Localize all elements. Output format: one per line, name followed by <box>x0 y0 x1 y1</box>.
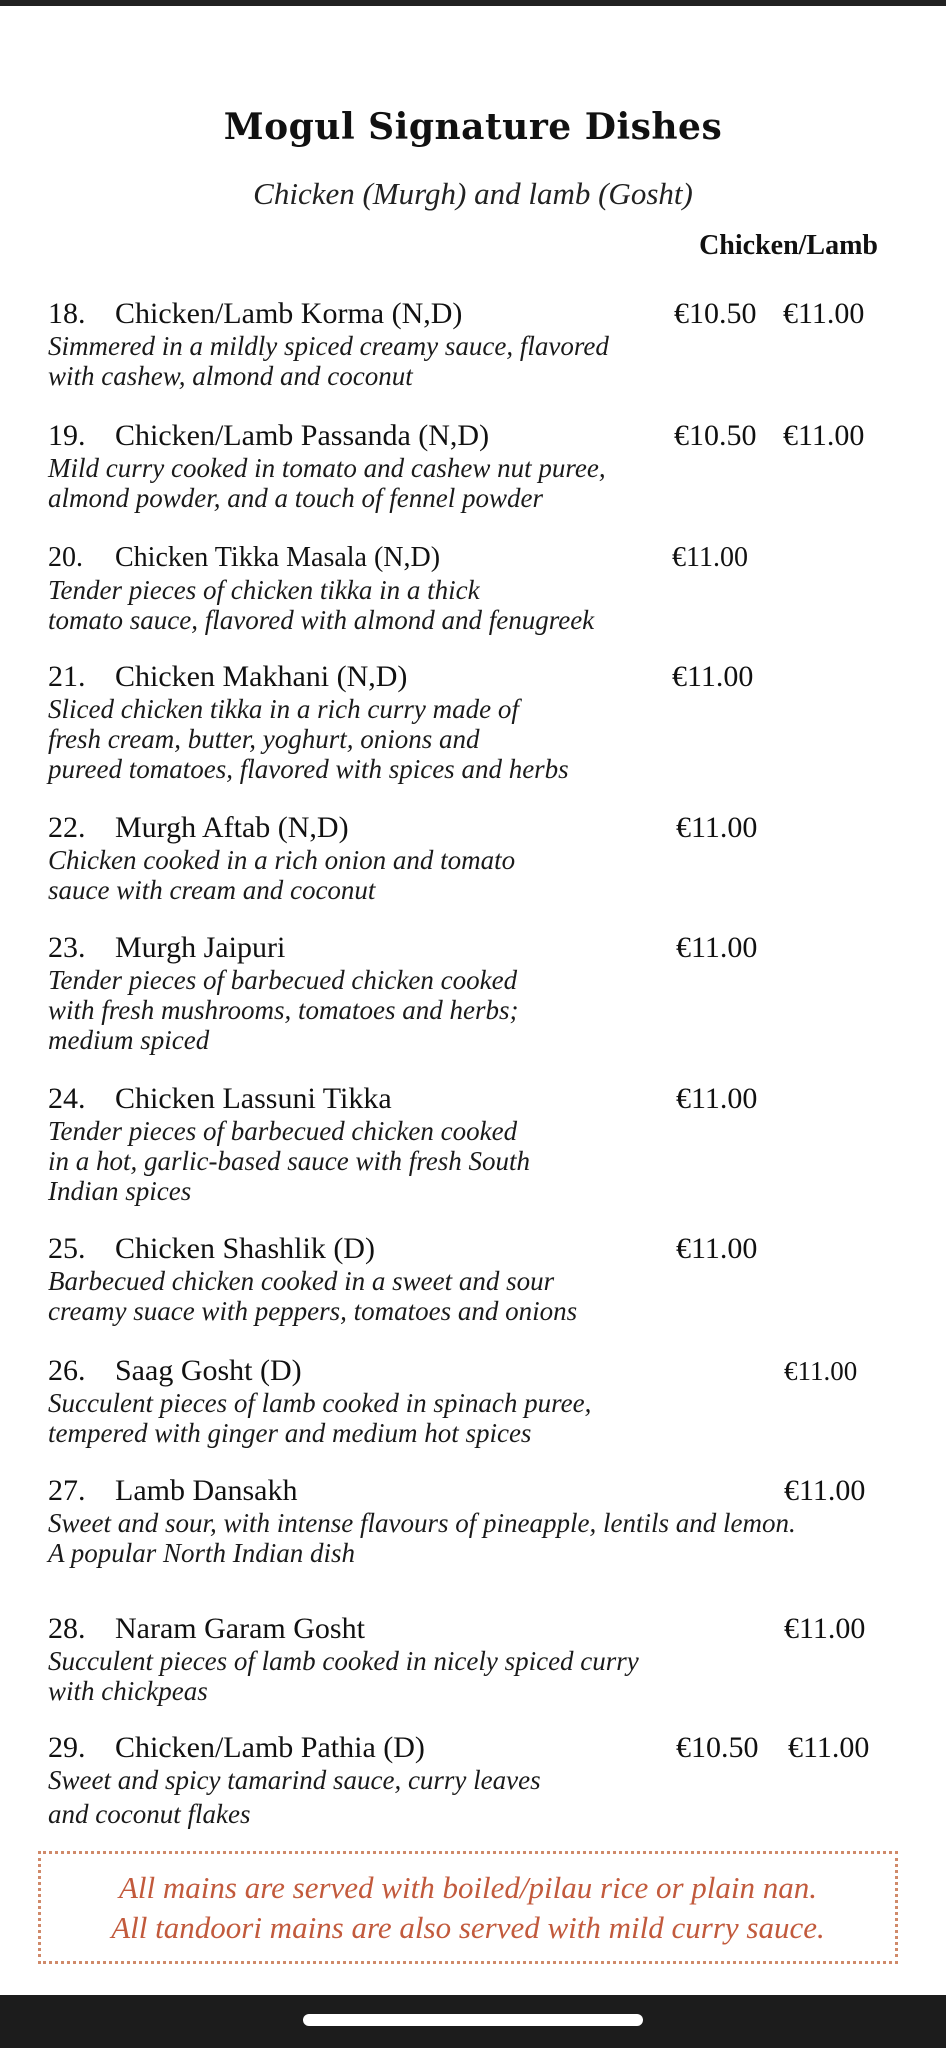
page-title: Mogul Signature Dishes <box>223 106 723 148</box>
price-lamb: €11.00 <box>783 419 865 452</box>
item-desc-line: Sweet and sour, with intense flavours of pineapple, lentils and lemon. <box>48 1508 796 1538</box>
notice-line: All mains are served with boiled/pilau rice or plain nan. <box>118 1870 817 1905</box>
item-desc-line: with fresh mushrooms, tomatoes and herbs; <box>48 995 519 1025</box>
item-name: 20. Chicken Tikka Masala (N,D) <box>48 542 441 573</box>
menu-item-23 <box>48 931 888 1055</box>
price-chicken: €11.00 <box>672 542 748 573</box>
item-name: 21. Chicken Makhani (N,D) <box>48 660 408 693</box>
item-desc-line: almond powder, and a touch of fennel powder <box>48 483 543 513</box>
item-name: 29. Chicken/Lamb Pathia (D) <box>48 1731 425 1764</box>
item-desc-line: sauce with cream and coconut <box>48 875 376 905</box>
notice-line: All tandoori mains are also served with mild curry sauce. <box>111 1910 825 1945</box>
item-name: 28. Naram Garam Gosht <box>48 1612 365 1645</box>
served-with-notice <box>38 1851 898 1964</box>
price-column-header: Chicken/Lamb <box>699 230 878 261</box>
price-lamb: €11.00 <box>784 1474 866 1507</box>
top-edge-bar <box>0 0 946 6</box>
item-desc-line: with cashew, almond and coconut <box>48 361 413 391</box>
menu-item-19 <box>48 419 888 513</box>
item-desc-line: Tender pieces of barbecued chicken cooked <box>48 1116 518 1146</box>
price-chicken: €11.00 <box>672 660 754 693</box>
item-desc-line: Succulent pieces of lamb cooked in spinach puree, <box>48 1388 592 1418</box>
item-desc-line: Sliced chicken tikka in a rich curry made of <box>48 694 519 724</box>
item-desc-line: Tender pieces of barbecued chicken cooked <box>48 965 518 995</box>
menu-item-26 <box>48 1354 888 1448</box>
item-name: 25. Chicken Shashlik (D) <box>48 1232 375 1265</box>
item-name: 22. Murgh Aftab (N,D) <box>48 811 349 844</box>
menu-item-21 <box>48 660 888 784</box>
item-name: 27. Lamb Dansakh <box>48 1474 298 1507</box>
price-lamb: €11.00 <box>784 1612 866 1645</box>
menu-item-27 <box>48 1474 888 1568</box>
menu-item-18 <box>48 297 888 391</box>
price-chicken: €10.50 <box>676 1731 759 1764</box>
item-name: 23. Murgh Jaipuri <box>48 931 286 964</box>
price-chicken: €10.50 <box>674 419 757 452</box>
item-desc-line: Chicken cooked in a rich onion and tomato <box>48 845 516 875</box>
menu-item-28 <box>48 1612 888 1706</box>
item-desc-line: creamy suace with peppers, tomatoes and onions <box>48 1296 578 1326</box>
item-desc-line: Tender pieces of chicken tikka in a thick <box>48 575 480 605</box>
item-desc-line: Barbecued chicken cooked in a sweet and sour <box>48 1266 555 1296</box>
price-lamb: €11.00 <box>784 1356 858 1386</box>
price-chicken: €11.00 <box>676 1082 758 1115</box>
menu-item-24 <box>48 1082 888 1206</box>
home-indicator[interactable] <box>303 2014 643 2026</box>
item-name: 24. Chicken Lassuni Tikka <box>48 1082 392 1115</box>
price-chicken: €10.50 <box>674 297 757 330</box>
menu-item-29 <box>48 1731 888 1829</box>
item-desc-line: fresh cream, butter, yoghurt, onions and <box>48 724 480 754</box>
item-desc-line: in a hot, garlic-based sauce with fresh South <box>48 1146 530 1176</box>
item-desc-line: tomato sauce, flavored with almond and fenugreek <box>48 605 595 635</box>
item-desc-line: Mild curry cooked in tomato and cashew nut puree, <box>48 453 606 483</box>
item-desc-line: tempered with ginger and medium hot spices <box>48 1418 532 1448</box>
item-name: 19. Chicken/Lamb Passanda (N,D) <box>48 419 490 452</box>
price-chicken: €11.00 <box>676 1232 758 1265</box>
menu-item-22 <box>48 811 888 905</box>
item-desc-line: and coconut flakes <box>48 1799 251 1829</box>
item-desc-line: medium spiced <box>48 1025 210 1055</box>
item-name: 18. Chicken/Lamb Korma (N,D) <box>48 297 463 330</box>
item-desc-line: Simmered in a mildly spiced creamy sauce, flavored <box>48 331 609 361</box>
item-desc-line: pureed tomatoes, flavored with spices and herbs <box>48 754 569 784</box>
item-desc-line: with chickpeas <box>48 1676 208 1706</box>
menu-item-25 <box>48 1232 888 1326</box>
price-lamb: €11.00 <box>788 1731 870 1764</box>
item-name: 26. Saag Gosht (D) <box>48 1354 302 1387</box>
menu-item-20 <box>48 541 888 635</box>
page-subtitle: Chicken (Murgh) and lamb (Gosht) <box>253 176 693 211</box>
price-chicken: €11.00 <box>676 811 758 844</box>
item-desc-line: A popular North Indian dish <box>48 1538 356 1568</box>
price-lamb: €11.00 <box>783 297 865 330</box>
price-chicken: €11.00 <box>676 931 758 964</box>
item-desc-line: Succulent pieces of lamb cooked in nicely spiced curry <box>48 1646 639 1676</box>
item-desc-line: Indian spices <box>48 1176 192 1206</box>
item-desc-line: Sweet and spicy tamarind sauce, curry leaves <box>48 1765 541 1795</box>
